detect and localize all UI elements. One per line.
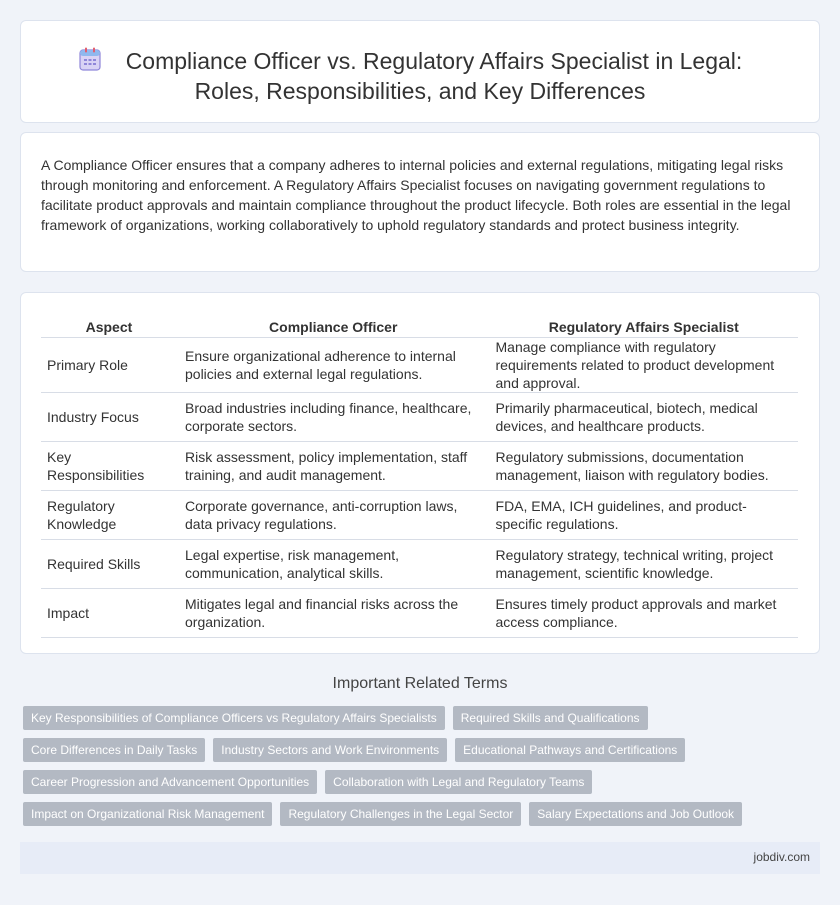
regulatory-affairs-cell: Manage compliance with regulatory requirements related to product development and approval.: [490, 337, 798, 392]
page-title-line-1: Compliance Officer vs. Regulatory Affairs Specialist in Legal:: [125, 48, 743, 74]
aspect-cell: Industry Focus: [41, 392, 177, 441]
related-term-tag[interactable]: Salary Expectations and Job Outlook: [529, 802, 742, 826]
intro-card: [20, 132, 820, 272]
header-regulatory-affairs-specialist: Regulatory Affairs Specialist: [490, 315, 798, 337]
table-header-row: [41, 315, 798, 337]
compliance-officer-cell: Corporate governance, anti-corruption laws, data privacy regulations.: [179, 490, 487, 539]
aspect-cell: Key Responsibilities: [41, 441, 177, 490]
related-term-tag[interactable]: Regulatory Challenges in the Legal Sector: [280, 802, 521, 826]
aspect-cell: Required Skills: [41, 539, 177, 588]
table-row: [41, 539, 798, 588]
table-row: [41, 588, 798, 637]
related-term-tag[interactable]: Industry Sectors and Work Environments: [213, 738, 447, 762]
related-term-tag[interactable]: Educational Pathways and Certifications: [455, 738, 685, 762]
page-title-line-2: Roles, Responsibilities, and Key Differences: [194, 78, 646, 104]
aspect-cell: Regulatory Knowledge: [41, 490, 177, 539]
regulatory-affairs-cell: Ensures timely product approvals and market access compliance.: [490, 588, 798, 637]
related-term-tag[interactable]: Key Responsibilities of Compliance Officers vs Regulatory Affairs Specialists: [23, 706, 445, 730]
related-term-tag[interactable]: Required Skills and Qualifications: [453, 706, 648, 730]
related-terms-row: [23, 770, 823, 794]
table-row: [41, 392, 798, 441]
regulatory-affairs-cell: Primarily pharmaceutical, biotech, medical devices, and healthcare products.: [490, 392, 798, 441]
related-term-tag[interactable]: Career Progression and Advancement Opportunities: [23, 770, 317, 794]
page-title: [21, 46, 819, 106]
related-terms-row: [23, 738, 823, 762]
table-row: [41, 490, 798, 539]
regulatory-affairs-cell: Regulatory strategy, technical writing, project management, scientific knowledge.: [490, 539, 798, 588]
compliance-officer-cell: Broad industries including finance, healthcare, corporate sectors.: [179, 392, 487, 441]
comparison-table: [41, 315, 798, 638]
compliance-officer-cell: Risk assessment, policy implementation, staff training, and audit management.: [179, 441, 487, 490]
comparison-card: [20, 292, 820, 654]
compliance-officer-cell: Ensure organizational adherence to internal policies and external legal regulations.: [179, 337, 487, 392]
table-row: [41, 441, 798, 490]
related-term-tag[interactable]: Collaboration with Legal and Regulatory Teams: [325, 770, 592, 794]
related-terms-row: [23, 802, 823, 826]
related-terms-row: [23, 706, 823, 730]
compliance-officer-cell: Legal expertise, risk management, communication, analytical skills.: [179, 539, 487, 588]
regulatory-affairs-cell: FDA, EMA, ICH guidelines, and product-specific regulations.: [490, 490, 798, 539]
related-terms-list: [23, 706, 823, 834]
aspect-cell: Impact: [41, 588, 177, 637]
aspect-cell: Primary Role: [41, 337, 177, 392]
footer: [20, 842, 820, 874]
footer-site-link[interactable]: jobdiv.com: [753, 850, 810, 864]
related-term-tag[interactable]: Impact on Organizational Risk Management: [23, 802, 272, 826]
header-compliance-officer: Compliance Officer: [179, 315, 487, 337]
compliance-officer-cell: Mitigates legal and financial risks across the organization.: [179, 588, 487, 637]
regulatory-affairs-cell: Regulatory submissions, documentation management, liaison with regulatory bodies.: [490, 441, 798, 490]
table-row: [41, 337, 798, 392]
intro-paragraph: A Compliance Officer ensures that a company adheres to internal policies and external regulations, mitigating legal risks through monitoring and enforcement. A Regulatory Affairs Specialist focuses on navigating government regulations to facilitate product approvals and maintain compliance throughout the product lifecycle. Both roles are essential in the legal framework of organizations, working collaboratively to uphold regulatory standards and protect business integrity.: [41, 157, 791, 233]
related-terms-title: Important Related Terms: [332, 675, 508, 692]
related-term-tag[interactable]: Core Differences in Daily Tasks: [23, 738, 205, 762]
title-card: [20, 20, 820, 123]
header-aspect: Aspect: [41, 315, 177, 337]
